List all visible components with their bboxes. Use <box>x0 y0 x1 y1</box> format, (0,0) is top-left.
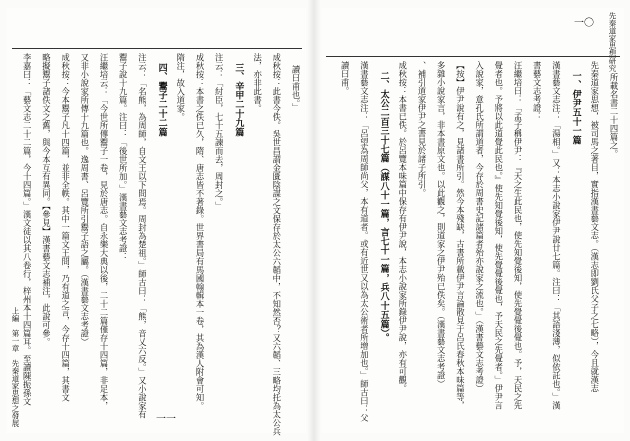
text-column: 【按】伊尹說有之，見諸書所引。然今本殘缺，古書所載伊尹言論散見于呂氏春秋本味篇等， <box>455 61 466 410</box>
section-heading: 四、鬻子二十二篇 <box>156 63 167 137</box>
text-column: 注云：「紂臣，七十五諫而去，周封之。」 <box>214 53 225 211</box>
text-column: 法，亦非此書。 <box>252 53 263 113</box>
text-column: 多雜小說家言，非本書原文也。以此觀之，則道家之伊尹殆已佚矣。（漢書藝文志考證） <box>436 61 447 389</box>
text-column: 入說家，意孔氏所謂道者，今存於周書史記諸篇者殆亦說家之流也。」（漢書藝文志考證） <box>474 61 485 393</box>
text-column: 李嘉曰：「藝文志二十二篇，今十四篇。」漢文徒以其八卷行，梓州本十四篇耳。至讀陳振孫文 <box>22 53 33 406</box>
text-column: 讀曰甫也。」 <box>291 65 301 112</box>
left-page <box>6 8 306 436</box>
right-page-number: 一〇 <box>574 18 594 29</box>
text-column: 又非小說家所傳十九篇也。逸周書、呂覽所引鬻子語之屬。（漢書藝文志考證） <box>79 53 90 347</box>
text-column: 漢書藝文志注：「湯相。」又：本志小說家伊尹說廿七篇。注曰：「其語淺薄，似依託也。」漢 <box>551 61 562 410</box>
right-page <box>322 8 624 433</box>
book-gutter <box>308 0 320 441</box>
text-column: 讀曰甫。 <box>340 61 351 95</box>
text-column: 書藝文志考證： <box>532 61 543 121</box>
text-column: 所載名書二十四篇之。 <box>609 73 619 158</box>
text-column: 汪繼培曰：「孟子稱伊尹：『天之生此民也，使先知覺後知，使先覺覺後覺也。予，天民之先 <box>513 61 523 410</box>
text-column: 成秋按：今本鬻子凡十四篇，並非全帙。其中一篇文王問，乃有道之言，今存十四篇，其書文 <box>60 53 71 402</box>
section-heading: 二、太公二百三十七篇（謀八十一篇，言七十一篇，兵八十五篇）。 <box>378 71 389 343</box>
text-column: 、補引道家伊尹之書見於諸子所引。 <box>417 61 427 197</box>
text-column: 略擬鬻子諸佚文之舊，與今本互有異同。【參見】漢書藝文志補注，此說可參。 <box>41 53 52 347</box>
left-page-number: 一一 <box>156 414 176 425</box>
text-column: 鬻子說十九篇。注曰：「後世所加。」漢書藝文志考證： <box>118 53 129 262</box>
text-column: 注云：「名熊，為周師，自文王以下問焉。周封為楚祖。」師古曰：「熊，音乂六反。」又小說家有 <box>137 53 148 419</box>
text-column: 成秋按：此書今佚。吳世昌謂金匱陰謀之文保存於太公六韜中，不知然否？又六韜、三略均托為太公兵 <box>271 53 282 436</box>
text-column: 先秦道家思想，被司馬之著目，實指漢書藝文志。（漢志即劉氏父子之七略），今且就漢志 <box>589 61 600 393</box>
text-column: 成秋按：本書之佚已久，隋、唐志皆不著錄。世界書局有馬國翰輯本一卷，其為漢人附會可知。 <box>195 53 205 410</box>
text-column: 漢書藝文志注：「呂望為周師尚父，本有道者。或有近世又以為太公術者所增加也。」師古曰：父 <box>359 61 370 423</box>
text-column: 隋注，故入道家。 <box>175 53 186 121</box>
text-column: 汪繼培云：「今世所傳鬻子一卷，見於唐志。自永樂大典以後，二十二篇僅存十四篇，非足本， <box>99 53 109 410</box>
section-heading: 一、伊尹五十一篇 <box>570 71 581 145</box>
right-running-head: 先秦道家思想研究 <box>608 12 617 72</box>
left-running-head: 上編 第一章 先秦道家思想之發展 <box>11 307 20 427</box>
text-column: 成秋按：本書已佚。於呂覽本味篇中保存有伊尹說，本志小說家所錄伊尹說，亦有可觀。 <box>397 61 408 393</box>
text-column: 覺者也。予將以此道覺此民也。』使先知覺後知，使先覺覺後覺也，予天民之先覺者。」伊尹言 <box>493 61 504 410</box>
section-heading: 三、辛甲二十九篇 <box>233 63 244 137</box>
right-page-text-frame <box>326 56 620 423</box>
